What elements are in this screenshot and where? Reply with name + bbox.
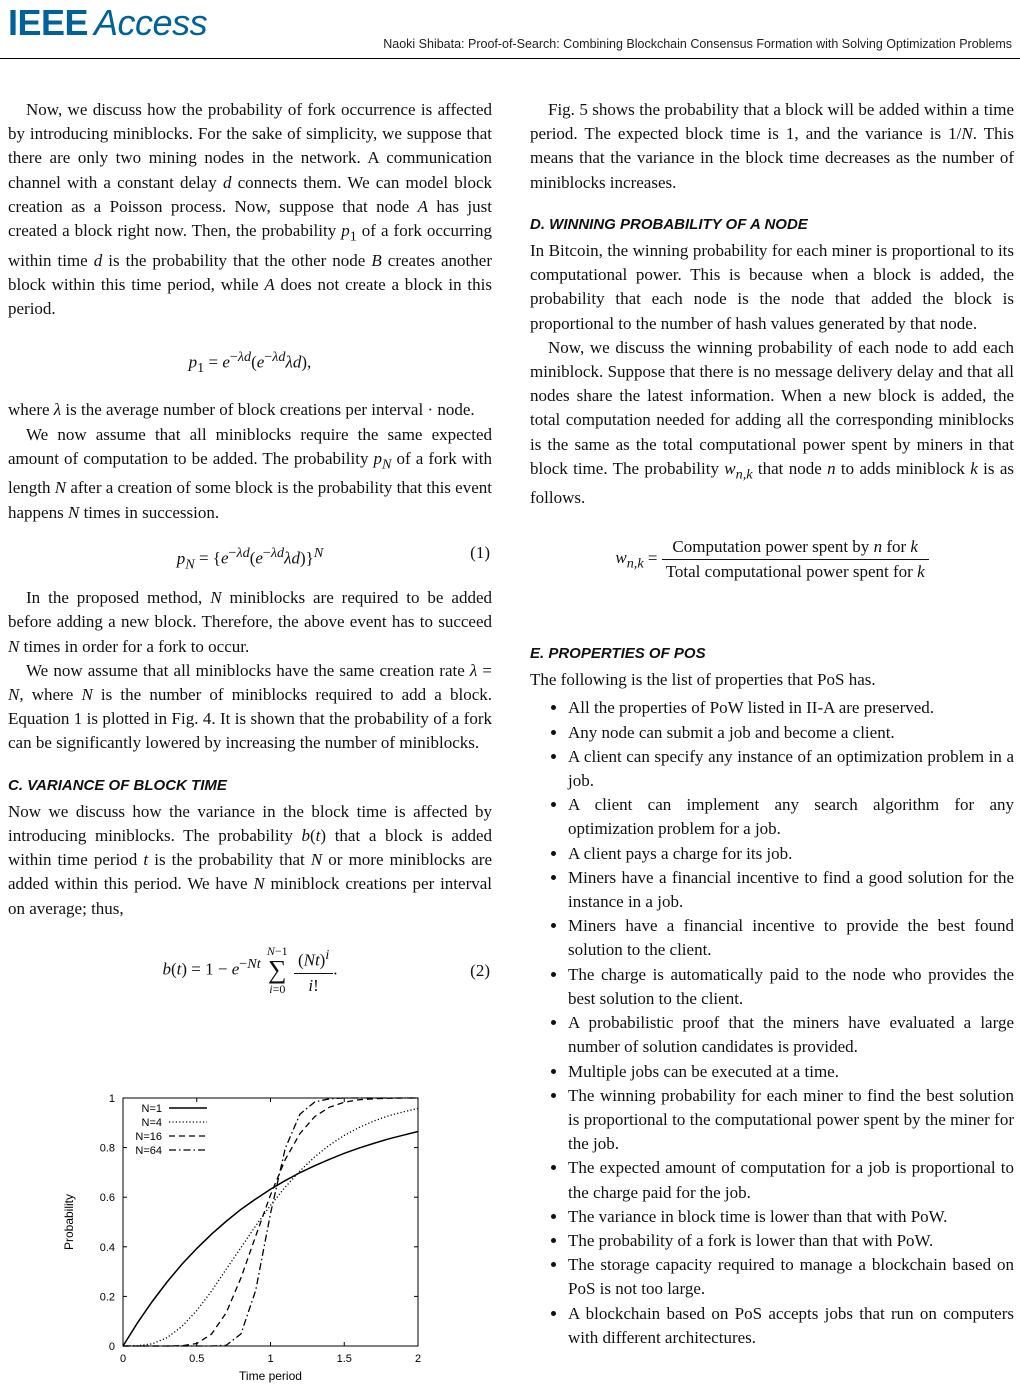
y-axis-label: Probability bbox=[62, 1193, 76, 1251]
y-tick-label: 0 bbox=[108, 1341, 115, 1353]
journal-logo bbox=[8, 2, 207, 44]
x-tick-label: 2 bbox=[414, 1353, 422, 1365]
property-item: • The expected amount of computation for a job is proportional to the charge paid for the job. bbox=[568, 1156, 1014, 1204]
properties-list bbox=[530, 696, 1014, 1349]
equation-number: (1) bbox=[470, 542, 490, 562]
property-item: • The winning probability for each miner to find the best solution is proportional to the computational power spent by the miner for the job. bbox=[568, 1084, 1014, 1157]
fraction-denominator: Total computational power spent for k bbox=[665, 561, 925, 581]
y-tick-label: 0.2 bbox=[99, 1291, 115, 1304]
logo-ieee: IEEE bbox=[8, 2, 89, 43]
legend-label: N=4 bbox=[141, 1117, 162, 1129]
section-heading-c: C. VARIANCE OF BLOCK TIME bbox=[8, 776, 227, 794]
paragraph: where λ is the average number of block creations per interval · node. bbox=[8, 400, 475, 420]
fork-probability-chart bbox=[52, 1086, 432, 1386]
property-item: • The variance in block time is lower than that with PoW. bbox=[568, 1205, 1014, 1229]
property-item: • Any node can submit a job and become a client. bbox=[568, 721, 1014, 745]
paragraph: We now assume that all miniblocks have the same creation rate λ = N, where N is the number of miniblocks required to add a block. Equation 1 is plotted in Fig. 4. It is shown that the probability of a fork can be significantly lowered by increasing the number of miniblocks. bbox=[8, 660, 492, 753]
right-column bbox=[530, 98, 1014, 1350]
paragraph: In Bitcoin, the winning probability for each miner is proportional to its computational power. This is because when a block is added, the probability that each node is the node that added the block is proportional to the number of hash values generated by that node. bbox=[530, 241, 1014, 333]
x-tick-label: 1.5 bbox=[336, 1353, 352, 1365]
legend-label: N=16 bbox=[135, 1131, 162, 1143]
property-item: • The charge is automatically paid to the node who provides the best solution to the client. bbox=[568, 963, 1014, 1011]
paragraph: In the proposed method, N miniblocks are required to be added before adding a new block. Therefore, the above event has to succeed N times in order for a fork to occur. bbox=[8, 588, 492, 656]
page-header bbox=[0, 0, 1020, 62]
property-item: • Multiple jobs can be executed at a time. bbox=[568, 1060, 1014, 1084]
running-head: Naoki Shibata: Proof-of-Search: Combining Blockchain Consensus Formation with Solving Optimization Problems bbox=[383, 37, 1012, 51]
property-item: • A client pays a charge for its job. bbox=[568, 842, 1014, 866]
equation-p1: $p_1 = e^{-\lambda d}(e^{-\lambda d}\lambda d)$, bbox=[188, 349, 312, 377]
fraction-numerator: Computation power spent by n for k bbox=[662, 535, 929, 560]
property-item: • A client can specify any instance of an optimization problem in a job. bbox=[568, 745, 1014, 793]
series-line-n1 bbox=[123, 1131, 418, 1346]
equation-number: (2) bbox=[470, 960, 490, 980]
legend-label: N=1 bbox=[141, 1103, 162, 1115]
plot-frame bbox=[123, 1098, 418, 1346]
paragraph: Now we discuss how the variance in the block time is affected by introducing miniblocks. The probability b(t) that a block is added within time period t is the probability that N or more miniblocks are added within this period. We have N miniblock creations per interval on average; thus, bbox=[8, 801, 493, 918]
legend-label: N=64 bbox=[135, 1145, 162, 1157]
x-tick-label: 0.5 bbox=[189, 1353, 205, 1365]
x-tick-label: 1 bbox=[267, 1353, 274, 1365]
equation-1: $p_N = \{e^{-\lambda d}(e^{-\lambda d}\lambda d)\}^N$ (1) bbox=[176, 542, 490, 572]
series-line-n64 bbox=[123, 1098, 418, 1346]
paragraph: Now, we discuss the winning probability of each node to add each miniblock. Suppose that there is no message delivery delay and that all nodes share the latest information. When a new block is added, the total computation needed for adding all the corresponding miniblocks is the same as the total computational power spent by miners in that block time. The probability $w_{n,k}$ that node n to adds miniblock k is as follows. bbox=[530, 337, 1014, 508]
y-tick-label: 0.6 bbox=[99, 1192, 115, 1205]
equation-w: $w_{n,k}$ = $\frac{\text{Computation power spent by n for k}}{\text{Total computational power spent for k}}$ bbox=[530, 535, 1014, 584]
x-axis-label: Time period bbox=[239, 1369, 302, 1383]
y-tick-label: 0.4 bbox=[99, 1241, 115, 1254]
y-tick-label: 1 bbox=[108, 1093, 115, 1105]
header-rule bbox=[0, 58, 1020, 59]
property-item: • The probability of a fork is lower than that with PoW. bbox=[568, 1229, 1014, 1253]
logo-access: Access bbox=[94, 2, 208, 43]
property-item: • All the properties of PoW listed in II-A are preserved. bbox=[568, 696, 1014, 720]
section-heading-e: E. PROPERTIES OF POS bbox=[530, 645, 706, 663]
chart-svg bbox=[52, 1086, 432, 1386]
x-tick-label: 0 bbox=[119, 1353, 127, 1365]
section-heading-d: D. WINNING PROBABILITY OF A NODE bbox=[530, 215, 808, 233]
property-item: • Miners have a financial incentive to find a good solution for the instance in a job. bbox=[568, 866, 1014, 914]
paragraph: We now assume that all miniblocks require the same expected amount of computation to be added. The probability $p_N$ of a fork with length N after a creation of some block is the probability that this event happens N times in succession. bbox=[8, 424, 492, 522]
property-item: • The storage capacity required to manage a blockchain based on PoS is not too large. bbox=[568, 1253, 1014, 1301]
paragraph: Fig. 5 shows the probability that a block will be added within a time period. The expected block time is 1, and the variance is 1/N. This means that the variance in the block time decreases as the number of miniblocks increases. bbox=[530, 100, 1014, 192]
property-item: • A blockchain based on PoS accepts jobs that run on computers with different architectures. bbox=[568, 1302, 1014, 1350]
property-item: • A probabilistic proof that the miners have evaluated a large number of solution candidates is provided. bbox=[568, 1011, 1014, 1059]
paragraph: The following is the list of properties that PoS has. bbox=[530, 670, 876, 690]
property-item: • A client can implement any search algorithm for any optimization problem for a job. bbox=[568, 793, 1014, 841]
paragraph: Now, we discuss how the probability of fork occurrence is affected by introducing miniblocks. For the sake of simplicity, we suppose that there are only two mining nodes in the network. A communication channel with a constant delay d connects them. We can model block creation as a Poisson process. Now, suppose that node A has just created a block right now. Then, the probability $p_1$ of a fork occurring within time d is the probability that the other node B creates another block within this time period, while A does not create a block in this period. bbox=[8, 100, 492, 319]
property-item: • Miners have a financial incentive to provide the best found solution to the client. bbox=[568, 914, 1014, 962]
left-column bbox=[8, 98, 492, 1008]
y-tick-label: 0.8 bbox=[99, 1142, 115, 1155]
equation-2: $b(t) = 1 - e^{-Nt}$ N−1 ∑ i=0 $\frac{(Nt)^i}{i!}$ . (2) bbox=[162, 944, 490, 997]
series-line-n16 bbox=[123, 1098, 418, 1346]
